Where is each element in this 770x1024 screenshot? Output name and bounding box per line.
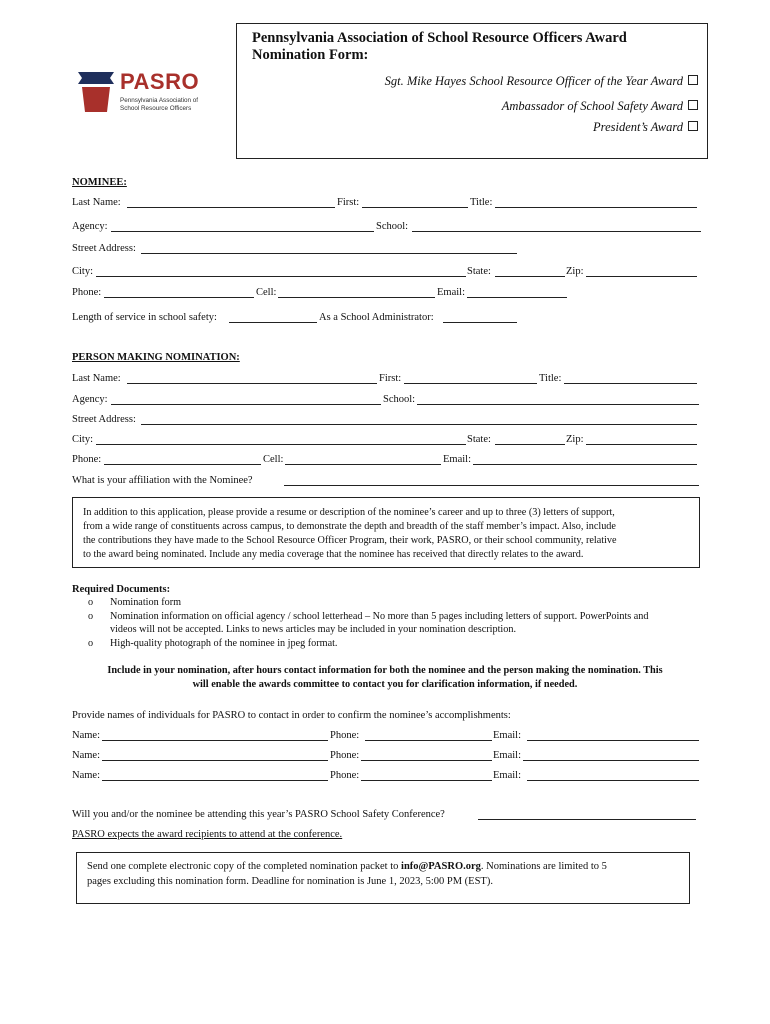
required-docs-item: High-quality photograph of the nominee in jpeg format. (110, 638, 338, 649)
nominator-phone-field[interactable] (104, 464, 261, 465)
nominee-agency-field[interactable] (111, 231, 374, 232)
contact-phone-label: Phone: (330, 770, 360, 781)
award-label: Sgt. Mike Hayes School Resource Officer of the Year Award (384, 74, 683, 88)
nominee-cell-field[interactable] (278, 297, 435, 298)
award-label: Ambassador of School Safety Award (501, 99, 683, 113)
nominee-length-field[interactable] (229, 322, 317, 323)
nominator-street-label: Street Address: (72, 414, 136, 425)
pasro-logo (76, 70, 211, 118)
conference-answer-field[interactable] (478, 819, 696, 820)
contact-phone-label: Phone: (330, 750, 360, 761)
nominator-agency-field[interactable] (111, 404, 381, 405)
keystone-icon (76, 70, 116, 114)
nominator-street-field[interactable] (141, 424, 697, 425)
award-option-presidents[interactable] (593, 120, 698, 135)
required-docs-item-continued: videos will not be accepted. Links to news articles may be included in your nomination description. (110, 624, 516, 635)
nominator-heading: PERSON MAKING NOMINATION: (72, 352, 240, 363)
conference-question: Will you and/or the nominee be attending this year’s PASRO School Safety Conference? (72, 809, 445, 820)
nominee-phone-field[interactable] (104, 297, 254, 298)
nominator-city-field[interactable] (96, 444, 466, 445)
after-hours-notice (72, 664, 698, 692)
nominator-state-label: State: (467, 434, 491, 445)
submission-text-post: . Nominations are limited to 5 (480, 861, 607, 872)
form-title (252, 30, 627, 64)
contact-email-label: Email: (493, 730, 521, 741)
nominee-school-label: School: (376, 221, 409, 232)
instructions-line: from a wide range of constituents across campus, to demonstrate the depth and breadth of the staff member’s impact. Also, include (83, 521, 616, 532)
submission-box (76, 852, 690, 904)
required-docs-item: Nomination information on official agency / school letterhead – No more than 5 pages including letters of support. PowerPoints and (110, 611, 649, 622)
nominee-phone-label: Phone: (72, 287, 102, 298)
contact-3-phone-field[interactable] (361, 780, 492, 781)
instructions-line: In addition to this application, please provide a resume or description of the nominee’s career and up to three (3) letters of support, (83, 507, 615, 518)
nominator-state-field[interactable] (495, 444, 565, 445)
submission-line1 (87, 859, 607, 874)
nominee-first-label: First: (337, 197, 360, 208)
nominee-first-field[interactable] (362, 207, 468, 208)
nominator-title-label: Title: (539, 373, 562, 384)
contact-3-email-field[interactable] (527, 780, 699, 781)
required-docs-item: Nomination form (110, 597, 182, 608)
nominee-state-field[interactable] (495, 276, 565, 277)
nominator-last-name-label: Last Name: (72, 373, 121, 384)
nominator-cell-field[interactable] (285, 464, 441, 465)
nominee-length-label: Length of service in school safety: (72, 312, 217, 323)
nominator-first-field[interactable] (404, 383, 537, 384)
contact-name-label: Name: (72, 750, 100, 761)
contact-1-phone-field[interactable] (365, 740, 492, 741)
instructions-text (83, 506, 617, 562)
required-docs-bullet: o (88, 638, 94, 649)
instructions-line: to the award being nominated. Include any media coverage that the nominee has received that directly relates to the award. (83, 549, 584, 560)
required-docs-heading: Required Documents: (72, 584, 171, 595)
nominee-heading: NOMINEE: (72, 177, 127, 188)
nominee-city-field[interactable] (96, 276, 466, 277)
nominator-school-label: School: (383, 394, 416, 405)
nominee-email-label: Email: (437, 287, 465, 298)
nominator-phone-label: Phone: (72, 454, 102, 465)
contact-1-email-field[interactable] (527, 740, 699, 741)
nominator-cell-label: Cell: (263, 454, 284, 465)
nominator-email-label: Email: (443, 454, 471, 465)
nominator-city-label: City: (72, 434, 94, 445)
contacts-intro: Provide names of individuals for PASRO to contact in order to confirm the nominee’s accomplishments: (72, 710, 511, 721)
nominee-last-name-label: Last Name: (72, 197, 121, 208)
nominator-affiliation-field[interactable] (284, 485, 699, 486)
checkbox-sro-of-year[interactable] (688, 75, 698, 85)
contact-2-email-field[interactable] (523, 760, 699, 761)
nominee-title-field[interactable] (495, 207, 697, 208)
logo-wordmark: PASRO (120, 69, 200, 94)
notice-line: Include in your nomination, after hours contact information for both the nominee and the person making the nomination. This (107, 665, 663, 676)
contact-name-label: Name: (72, 730, 100, 741)
nominee-admin-label: As a School Administrator: (319, 312, 434, 323)
instructions-line: the contributions they have made to the School Resource Officer Program, their work, PASRO, or their school community, relative (83, 535, 617, 546)
form-title-line2: Nomination Form: (252, 47, 369, 63)
nominator-zip-field[interactable] (586, 444, 697, 445)
checkbox-ambassador[interactable] (688, 100, 698, 110)
nominator-first-label: First: (379, 373, 402, 384)
nominee-agency-label: Agency: (72, 221, 108, 232)
contact-phone-label: Phone: (330, 730, 360, 741)
submission-email-link[interactable]: info@PASRO.org (401, 861, 481, 872)
contact-2-phone-field[interactable] (361, 760, 492, 761)
nominator-zip-label: Zip: (566, 434, 584, 445)
conference-expectation: PASRO expects the award recipients to attend at the conference. (72, 829, 343, 840)
nominator-last-name-field[interactable] (127, 383, 377, 384)
nominator-title-field[interactable] (564, 383, 697, 384)
nominee-cell-label: Cell: (256, 287, 277, 298)
nominator-email-field[interactable] (473, 464, 697, 465)
instructions-box (72, 497, 700, 568)
nominee-email-field[interactable] (467, 297, 567, 298)
form-title-line1: Pennsylvania Association of School Resource Officers Award (252, 30, 627, 46)
nominee-city-label: City: (72, 266, 94, 277)
nominee-zip-label: Zip: (566, 266, 584, 277)
submission-text (87, 859, 607, 889)
award-label: President’s Award (593, 120, 683, 134)
nominee-title-label: Title: (470, 197, 493, 208)
contact-name-label: Name: (72, 770, 100, 781)
required-docs-bullet: o (88, 597, 94, 608)
contact-2-name-field[interactable] (102, 760, 328, 761)
nominator-affiliation-label: What is your affiliation with the Nominee? (72, 475, 253, 486)
contact-3-name-field[interactable] (102, 780, 328, 781)
contact-email-label: Email: (493, 770, 521, 781)
award-option-ambassador[interactable] (502, 99, 698, 114)
notice-line: will enable the awards committee to contact you for clarification information, if needed. (192, 679, 578, 690)
nominator-school-field[interactable] (417, 404, 699, 405)
nominee-street-field[interactable] (141, 253, 517, 254)
nominator-agency-label: Agency: (72, 394, 108, 405)
nominee-last-name-field[interactable] (127, 207, 335, 208)
award-option-srо-of-year[interactable] (385, 74, 698, 89)
nominee-zip-field[interactable] (586, 276, 697, 277)
nominee-admin-field[interactable] (443, 322, 517, 323)
submission-line2: pages excluding this nomination form. Deadline for nomination is June 1, 2023, 5:00 PM (EST). (87, 876, 493, 887)
nominee-street-label: Street Address: (72, 243, 136, 254)
nominee-school-field[interactable] (412, 231, 701, 232)
submission-text-pre: Send one complete electronic copy of the completed nomination packet to (87, 861, 402, 872)
required-docs-bullet: o (88, 611, 94, 622)
nominee-state-label: State: (467, 266, 491, 277)
logo-subtitle-line1: Pennsylvania Association of (120, 97, 199, 104)
contact-email-label: Email: (493, 750, 521, 761)
contact-1-name-field[interactable] (102, 740, 328, 741)
logo-subtitle-line2: School Resource Officers (120, 105, 192, 112)
checkbox-presidents[interactable] (688, 121, 698, 131)
